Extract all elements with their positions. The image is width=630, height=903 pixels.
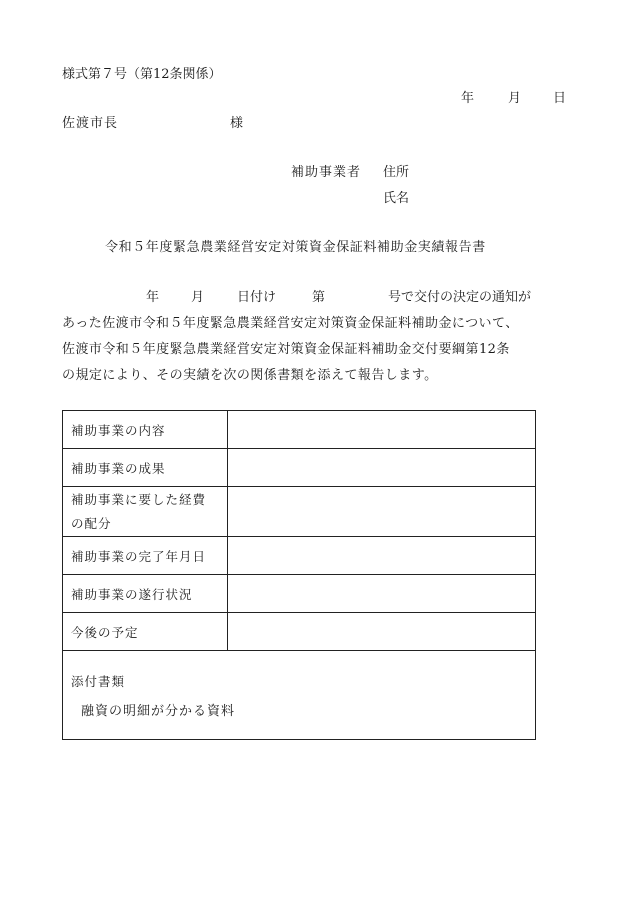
- table-row: [63, 449, 536, 487]
- row-label-completion-date: 補助事業の完了年月日: [63, 537, 228, 575]
- row-label-content: 補助事業の内容: [63, 411, 228, 449]
- notice-text-line3: 佐渡市令和５年度緊急農業経営安定対策資金保証料補助金交付要綱第12条: [62, 342, 510, 357]
- row-label-progress: 補助事業の遂行状況: [63, 575, 228, 613]
- date-year-label: 年: [461, 91, 475, 106]
- row-label-expense-allocation: [63, 487, 228, 537]
- form-number: 様式第７号（第12条関係）: [62, 67, 222, 82]
- attachment-item: 融資の明細が分かる資料: [81, 703, 236, 719]
- row-value-results[interactable]: [228, 449, 536, 487]
- notice-text-line4: の規定により、その実績を次の関係書類を添えて報告します。: [62, 368, 438, 383]
- date-day-label: 日: [553, 91, 567, 106]
- row-label-results: 補助事業の成果: [63, 449, 228, 487]
- notice-day-label: 日付け: [237, 290, 277, 305]
- table-row: [63, 487, 536, 537]
- table-row: [63, 537, 536, 575]
- attachments-row: [63, 651, 536, 740]
- applicant-name-label: 氏名: [383, 191, 410, 206]
- applicant-address-label: 住所: [383, 165, 410, 180]
- applicant-role: 補助事業者: [291, 165, 362, 180]
- notice-number-prefix: 第: [312, 290, 326, 305]
- notice-year-label: 年: [146, 290, 160, 305]
- row-label-future-plans: 今後の予定: [63, 613, 228, 651]
- attachments-heading: 添付書類: [71, 673, 126, 689]
- table-row: [63, 411, 536, 449]
- row-value-completion-date[interactable]: [228, 537, 536, 575]
- notice-text-line2: あった佐渡市令和５年度緊急農業経営安定対策資金保証料補助金について、: [62, 316, 519, 331]
- addressee-honorific: 様: [230, 116, 244, 131]
- addressee-name: 佐渡市長: [62, 116, 119, 131]
- row-value-content[interactable]: [228, 411, 536, 449]
- row-value-expense-allocation[interactable]: [228, 487, 536, 537]
- notice-month-label: 月: [191, 290, 205, 305]
- row-value-future-plans[interactable]: [228, 613, 536, 651]
- table-row: [63, 575, 536, 613]
- row-value-progress[interactable]: [228, 575, 536, 613]
- table-row: [63, 613, 536, 651]
- notice-text-line1: 号で交付の決定の通知が: [388, 290, 532, 305]
- document-title: 令和５年度緊急農業経営安定対策資金保証料補助金実績報告書: [105, 240, 486, 255]
- report-table: [62, 410, 536, 740]
- row-label-expense-line1: 補助事業に要した経費: [71, 491, 207, 507]
- row-label-expense-line2: の配分: [71, 515, 112, 531]
- attachments-cell: [63, 651, 536, 740]
- date-month-label: 月: [508, 91, 522, 106]
